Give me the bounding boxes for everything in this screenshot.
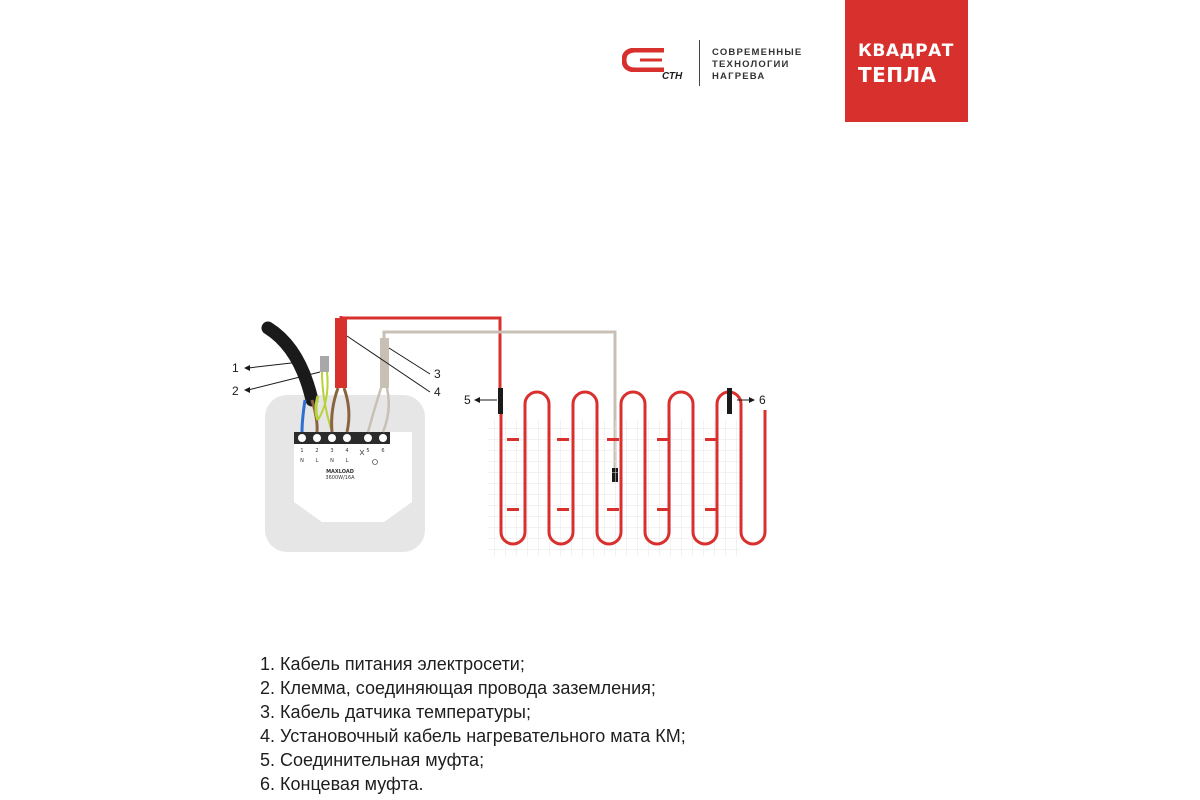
terminal-number: 6 [381, 448, 385, 454]
brand-badge-line2: ТЕПЛА [858, 63, 937, 87]
terminal-block [294, 432, 390, 444]
callout-1: 1 [232, 361, 239, 375]
terminal-sublabel: L [345, 458, 349, 464]
legend-item: 2. Клемма, соединяющая провода заземления; [260, 678, 656, 698]
callout-6: 6 [759, 393, 766, 407]
logo-line: НАГРЕВА [712, 71, 766, 82]
legend-item: 5. Соединительная муфта; [260, 750, 485, 770]
legend-item: 1. Кабель питания электросети; [260, 654, 525, 674]
legend-list [260, 652, 686, 796]
terminal-number: 3 [330, 448, 334, 454]
legend-item: 6. Концевая муфта. [260, 774, 424, 794]
brand-badge-line1: КВАДРАТ [858, 41, 954, 61]
legend-item: 3. Кабель датчика температуры; [260, 702, 531, 722]
logo-line: СОВРЕМЕННЫЕ [712, 47, 803, 58]
device-label: MAXLOAD [326, 469, 354, 475]
power-cable [268, 328, 312, 400]
callout-4: 4 [434, 385, 441, 399]
callout-3: 3 [434, 367, 441, 381]
terminal-sublabel: N [330, 458, 334, 464]
terminal-number: 4 [345, 448, 349, 454]
logo-line: ТЕХНОЛОГИИ [712, 59, 790, 70]
legend-item: 4. Установочный кабель нагревательного мата КМ; [260, 726, 686, 746]
terminal-sublabel: N [300, 458, 304, 464]
terminal-sublabel: L [315, 458, 319, 464]
terminal-number: 1 [300, 448, 304, 454]
terminal-number: 2 [315, 448, 319, 454]
earth-terminal [320, 356, 329, 372]
logo-abbreviation: СТН [662, 71, 683, 82]
terminal-number: 5 [366, 448, 370, 454]
installation-cable [335, 318, 347, 388]
connection-sleeve [498, 388, 503, 414]
callout-5: 5 [464, 393, 471, 407]
device-rating: 3600W/16A [325, 475, 355, 481]
callout-2: 2 [232, 384, 239, 398]
end-sleeve [727, 388, 732, 414]
thermostat [265, 395, 425, 552]
installation-cable [341, 316, 500, 392]
